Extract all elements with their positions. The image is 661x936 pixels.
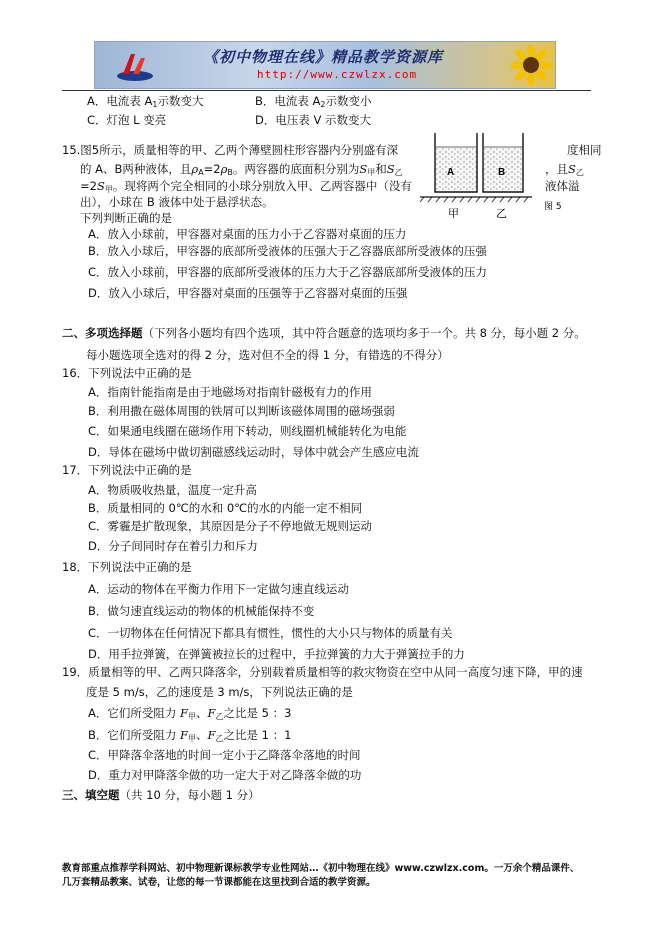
- q15-option-d: D．放入小球后，甲容器对桌面的压强等于乙容器对桌面的压强: [88, 286, 408, 300]
- site-logo-icon: [115, 48, 155, 82]
- header-divider: [62, 90, 591, 91]
- q14-option-a: A．电流表 $A_1$示数变大: [87, 94, 204, 109]
- q18-option-a: A．运动的物体在平衡力作用下一定做匀速直线运动: [88, 582, 349, 596]
- q19-option-c: C．甲降落伞落地的时间一定小于乙降落伞落地的时间: [88, 748, 361, 762]
- q16-option-a: A．指南针能指南是由于地磁场对指南针磁极有力的作用: [88, 385, 372, 399]
- q16-option-c: C．如果通电线圈在磁场作用下转动，则线圈机械能转化为电能: [88, 424, 407, 438]
- q15-stem-line1: 15.图5所示，质量相等的甲、乙两个薄壁圆柱形容器内分别盛有深: [62, 143, 399, 157]
- liquid-a: [435, 147, 477, 192]
- q19-option-a: A．它们所受阻力 $F_甲$、$F_乙$之比是 5 ：3: [88, 706, 292, 721]
- q14-option-d: D．电压表 V 示数变大: [255, 113, 372, 127]
- section2-scoring-note: 每小题选项全选对的得 2 分，选对但不全的得 1 分，有错选的不得分）: [86, 348, 449, 362]
- q17-stem: 17．下列说法中正确的是: [62, 463, 192, 477]
- q17-option-c: C．雾霾是扩散现象，其原因是分子不停地做无规则运动: [88, 519, 373, 533]
- q16-option-b: B．利用撒在磁体周围的铁屑可以判断该磁体周围的磁场强弱: [88, 404, 395, 418]
- q15-stem-line3: $=2S_甲$。现将两个完全相同的小球分别放入甲、乙两容器中（没有: [80, 179, 412, 194]
- q18-option-b: B．做匀速直线运动的物体的机械能保持不变: [88, 604, 315, 618]
- footer-line1: 教育部重点推荐学科网站、初中物理新课标教学专业性网站…《初中物理在线》www.czwlzx.com。一万余个精品课件、: [62, 863, 580, 874]
- q19-option-d: D．重力对甲降落伞做的功一定大于对乙降落伞做的功: [88, 768, 362, 782]
- q17-option-a: A．物质吸收热量，温度一定升高: [88, 483, 257, 497]
- q19-option-b: B．它们所受阻力 $F_甲$、$F_乙$之比是 1 ：1: [88, 728, 292, 743]
- q15-option-a: A．放入小球前，甲容器对桌面的压力小于乙容器对桌面的压力: [88, 227, 407, 241]
- section2-heading: 二、多项选择题（下列各小题均有四个选项，其中符合题意的选项均多于一个。共 8 分，每小题 2 分。: [62, 326, 586, 340]
- label-b: B: [498, 167, 506, 178]
- q17-option-d: D．分子间同时存在着引力和斥力: [88, 539, 258, 553]
- q15-stem-line2-right: ，且$S_乙$: [545, 162, 584, 177]
- q15-stem-line1-right: 度相同: [567, 143, 602, 157]
- q15-stem-line3-right: 液体溢: [545, 179, 580, 193]
- q14-option-b: B．电流表 $A_2$示数变小: [255, 94, 372, 109]
- sunflower-icon: [511, 45, 551, 85]
- label-a: A: [447, 167, 455, 178]
- banner-title: 《初中物理在线》精品教学资源库: [203, 48, 444, 66]
- header-banner: [94, 41, 556, 89]
- figure-caption: 图 5: [544, 202, 562, 212]
- label-jia: 甲: [448, 207, 459, 220]
- q15-stem-line4: 出），小球在 B 液体中处于悬浮状态。: [80, 195, 274, 209]
- q19-stem-line1: 19．质量相等的甲、乙两只降落伞，分别载着质量相等的救灾物资在空中从同一高度匀速下降，甲的速: [62, 665, 583, 679]
- banner-url[interactable]: http://www.czwlzx.com: [257, 68, 418, 81]
- q15-option-c: C．放入小球前，甲容器的底部所受液体的压力大于乙容器底部所受液体的压力: [88, 265, 488, 279]
- section3-heading: 三、填空题（共 10 分，每小题 1 分）: [62, 788, 260, 802]
- label-yi: 乙: [496, 207, 507, 220]
- footer-line2: 几万套精品教案、试卷，让您的每一节课都能在这里找到合适的教学资源。: [62, 877, 376, 888]
- q16-option-d: D．导体在磁场中做切割磁感线运动时，导体中就会产生感应电流: [88, 445, 419, 459]
- q18-stem: 18．下列说法中正确的是: [62, 560, 192, 574]
- q19-stem-line2: 度是 5 m/s，乙的速度是 3 m/s，下列说法正确的是: [86, 685, 353, 699]
- q15-option-b: B．放入小球后，甲容器的底部所受液体的压强大于乙容器底部所受液体的压强: [88, 244, 487, 258]
- figure-5-containers: [420, 125, 565, 225]
- q17-option-b: B．质量相同的 0℃的水和 0℃的水的内能一定不相同: [88, 501, 363, 515]
- q18-option-c: C．一切物体在任何情况下都具有惯性，惯性的大小只与物体的质量有关: [88, 626, 453, 640]
- q18-option-d: D．用手拉弹簧，在弹簧被拉长的过程中，手拉弹簧的力大于弹簧拉手的力: [88, 647, 465, 661]
- q14-option-c: C．灯泡 L 变亮: [87, 113, 167, 127]
- q15-stem-line5: 下列判断正确的是: [80, 211, 172, 225]
- q16-stem: 16．下列说法中正确的是: [62, 366, 192, 380]
- q15-stem-line2: 的 A、B两种液体，且$\rho_A=2\rho_B$。两容器的底面积分别为$S_甲$和$S_乙$: [80, 162, 403, 177]
